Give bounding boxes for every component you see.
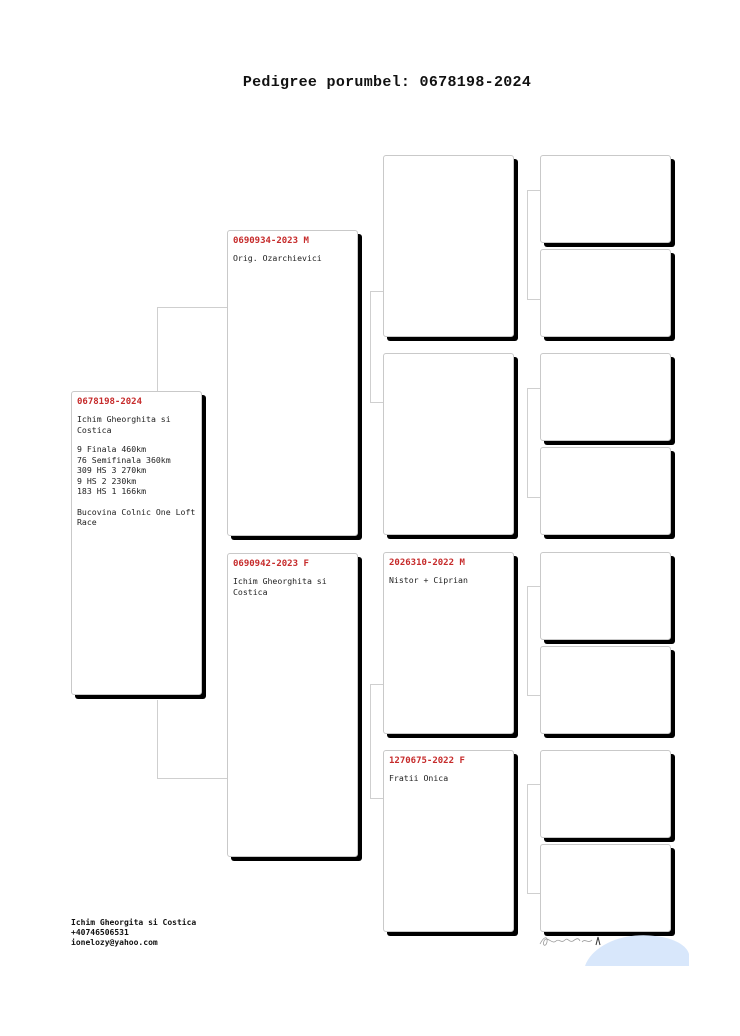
pigeon-card-subject[interactable]	[71, 391, 202, 695]
connector-line	[527, 586, 528, 696]
result-entry: 309 HS 3 270km	[77, 465, 147, 475]
connector-line	[527, 695, 540, 696]
connector-line	[527, 784, 540, 785]
connector-line	[370, 291, 371, 403]
owner-name: Orig. Ozarchievici	[233, 253, 322, 263]
connector-line	[157, 307, 228, 308]
pigeon-card-great-grandparent[interactable]	[540, 155, 671, 243]
connector-line	[157, 307, 158, 392]
page-title: Pedigree porumbel: 0678198-2024	[242, 74, 532, 91]
results-list	[77, 444, 196, 497]
connector-line	[527, 497, 540, 498]
owner-name: Ichim Gheorghita si Costica	[77, 414, 176, 435]
connector-line	[157, 700, 158, 779]
contact-block	[71, 918, 196, 948]
pigeon-card-grandparent[interactable]	[383, 353, 514, 535]
pigeon-card-great-grandparent[interactable]	[540, 249, 671, 337]
connector-line	[527, 893, 540, 894]
breeder-name: Ichim Gheorgita si Costica	[71, 918, 197, 927]
pigeon-card-great-grandparent[interactable]	[540, 447, 671, 535]
connector-line	[527, 586, 540, 587]
pigeon-card-grandparent[interactable]	[383, 155, 514, 337]
pigeon-card-great-grandparent[interactable]	[540, 750, 671, 838]
pigeon-card-great-grandparent[interactable]	[540, 552, 671, 640]
email-address: ionelozy@yahoo.com	[71, 938, 158, 947]
connector-line	[527, 190, 528, 300]
owner-name: Ichim Gheorghita si Costica	[233, 576, 332, 597]
decorative-blob	[585, 934, 689, 966]
pigeon-card-great-grandparent[interactable]	[540, 844, 671, 932]
pigeon-card-sire[interactable]	[227, 230, 358, 536]
connector-line	[157, 778, 228, 779]
connector-line	[370, 684, 371, 799]
owner-name: Fratii Onica	[389, 773, 449, 783]
ring-number: 2026310-2022 M	[389, 558, 465, 568]
result-entry: 76 Semifinala 360km	[77, 454, 171, 465]
ring-number: 1270675-2022 F	[389, 756, 465, 766]
connector-line	[527, 388, 528, 498]
result-entry: 183 HS 1 166km	[77, 486, 147, 496]
result-entry: 9 HS 2 230km	[77, 475, 137, 486]
phone-number: +40746506531	[71, 928, 129, 937]
pigeon-card-great-grandparent[interactable]	[540, 646, 671, 734]
pigeon-card-dam[interactable]	[227, 553, 358, 857]
ring-number: 0690942-2023 F	[233, 559, 309, 569]
connector-line	[370, 291, 383, 292]
connector-line	[370, 684, 383, 685]
pigeon-card-grandparent[interactable]	[383, 750, 514, 932]
pigeon-card-great-grandparent[interactable]	[540, 353, 671, 441]
ring-number: 0678198-2024	[77, 397, 143, 407]
connector-line	[527, 190, 540, 191]
connector-line	[527, 388, 540, 389]
connector-line	[370, 798, 383, 799]
connector-line	[370, 402, 383, 403]
connector-line	[527, 299, 540, 300]
pigeon-card-grandparent[interactable]	[383, 552, 514, 734]
connector-line	[527, 784, 528, 894]
ring-number: 0690934-2023 M	[233, 236, 309, 246]
result-entry: 9 Finala 460km	[77, 444, 147, 454]
race-note: Bucovina Colnic One Loft Race	[77, 506, 201, 527]
owner-name: Nistor + Ciprian	[389, 575, 468, 585]
